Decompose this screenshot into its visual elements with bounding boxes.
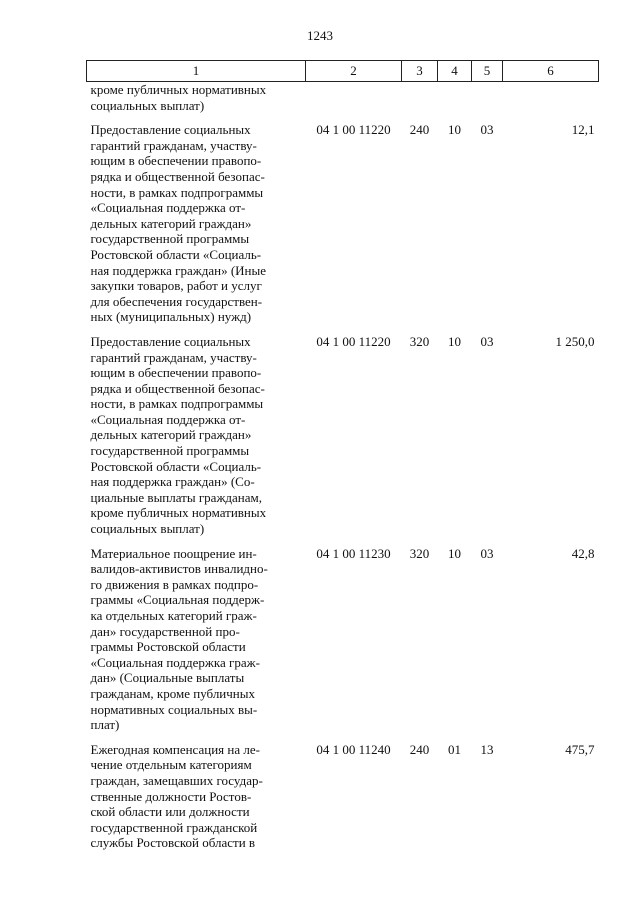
- description-line: плат): [90, 717, 120, 733]
- header-col-6: 6: [503, 61, 599, 82]
- description-line: дан» (Социальные выплаты: [90, 670, 245, 686]
- description-line: ных (муниципальных) нужд): [90, 309, 252, 325]
- description-line: граммы «Социальная поддерж-: [90, 592, 265, 608]
- description-line: ная поддержка граждан» (Иные: [90, 262, 267, 278]
- description-line: «Социальная поддержка от-: [90, 200, 246, 216]
- row-col-4: 01: [448, 741, 461, 757]
- description-line: ности, в рамках подпрограммы: [90, 396, 264, 412]
- row-col-5: 03: [480, 333, 494, 349]
- description-line: государственной программы: [90, 231, 250, 247]
- row-amount: 42,8: [571, 545, 595, 561]
- description-line: гражданам, кроме публичных: [90, 685, 255, 701]
- description-line: Ежегодная компенсация на ле-: [90, 741, 260, 757]
- description-line: ка отдельных категорий граж-: [90, 608, 257, 623]
- description-line: дельных категорий граждан»: [90, 215, 252, 231]
- row-code: 04 1 00 11220: [316, 122, 391, 138]
- row-col-4: 10: [448, 122, 461, 138]
- description-line: «Социальная поддержка граж-: [90, 654, 260, 670]
- description-line: ности, в рамках подпрограммы: [90, 184, 264, 200]
- description-line: граждан, замещавших государ-: [90, 772, 263, 788]
- description-line: валидов-активистов инвалидно-: [90, 561, 268, 577]
- table-header: [87, 61, 599, 82]
- table-row: [87, 733, 599, 851]
- description-line: рядка и общественной безопас-: [90, 380, 265, 396]
- description-line: закупки товаров, работ и услуг: [90, 278, 262, 294]
- description-line: «Социальная поддержка от-: [90, 411, 246, 427]
- row-description: [87, 113, 306, 325]
- description-line: Предоставление социальных: [90, 333, 251, 349]
- continuation-description: [87, 82, 306, 114]
- row-col-4: 10: [448, 333, 461, 349]
- description-line: дельных категорий граждан»: [90, 427, 252, 443]
- header-col-4: 4: [438, 61, 472, 82]
- description-line: кроме публичных нормативных: [90, 505, 267, 521]
- description-line: Ростовской области «Социаль-: [90, 246, 262, 262]
- continuation-row: [87, 82, 599, 114]
- description-line: социальных выплат): [90, 97, 205, 113]
- row-code: 04 1 00 11230: [316, 545, 391, 561]
- row-amount: 475,7: [565, 741, 595, 757]
- table-row: [87, 325, 599, 537]
- description-line: для обеспечения государствен-: [90, 293, 263, 309]
- description-line: ющим в обеспечении правопо-: [90, 153, 262, 169]
- description-line: го движения в рамках подпро-: [90, 576, 259, 592]
- description-line: гарантий гражданам, участву-: [90, 349, 257, 365]
- description-line: Предоставление социальных: [90, 122, 251, 138]
- row-code: 04 1 00 11220: [316, 333, 391, 349]
- description-line: циальные выплаты гражданам,: [90, 489, 263, 505]
- row-amount: 12,1: [571, 122, 595, 138]
- row-description: [87, 325, 306, 537]
- row-description: [87, 537, 306, 733]
- row-description: [87, 733, 306, 851]
- row-col-5: 03: [480, 122, 494, 138]
- page-number: 1243: [307, 28, 333, 43]
- description-line: ской области или должности: [90, 804, 250, 820]
- row-col-3: 240: [409, 122, 430, 138]
- row-col-3: 320: [409, 333, 430, 349]
- row-amount: 1 250,0: [555, 333, 595, 349]
- description-line: Материальное поощрение ин-: [90, 545, 257, 561]
- table-row: [87, 113, 599, 325]
- description-line: нормативных социальных вы-: [90, 701, 258, 717]
- description-line: ственные должности Ростов-: [90, 788, 252, 804]
- description-line: социальных выплат): [90, 521, 205, 537]
- description-line: ющим в обеспечении правопо-: [90, 365, 262, 381]
- description-line: государственной гражданской: [90, 819, 258, 835]
- row-col-4: 10: [448, 545, 461, 561]
- table-body: [87, 82, 599, 851]
- description-line: чение отдельным категориям: [90, 757, 252, 773]
- row-col-5: 13: [480, 741, 494, 757]
- row-col-3: 320: [409, 545, 430, 561]
- row-col-3: 240: [409, 741, 430, 757]
- description-line: дан» государственной про-: [90, 623, 240, 639]
- description-line: Ростовской области «Социаль-: [90, 458, 262, 474]
- header-col-5: 5: [472, 61, 503, 82]
- header-col-3: 3: [402, 61, 438, 82]
- description-line: ная поддержка граждан» (Со-: [90, 474, 255, 490]
- table-row: [87, 537, 599, 733]
- row-col-5: 03: [480, 545, 494, 561]
- description-line: службы Ростовской области в: [90, 835, 256, 851]
- budget-table: [86, 60, 599, 851]
- description-line: кроме публичных нормативных: [90, 82, 267, 97]
- header-col-2: 2: [306, 61, 402, 82]
- description-line: граммы Ростовской области: [90, 639, 246, 655]
- description-line: гарантий гражданам, участву-: [90, 137, 257, 153]
- description-line: государственной программы: [90, 443, 250, 459]
- header-col-1: 1: [87, 61, 306, 82]
- description-line: рядка и общественной безопас-: [90, 168, 265, 184]
- row-code: 04 1 00 11240: [316, 741, 391, 757]
